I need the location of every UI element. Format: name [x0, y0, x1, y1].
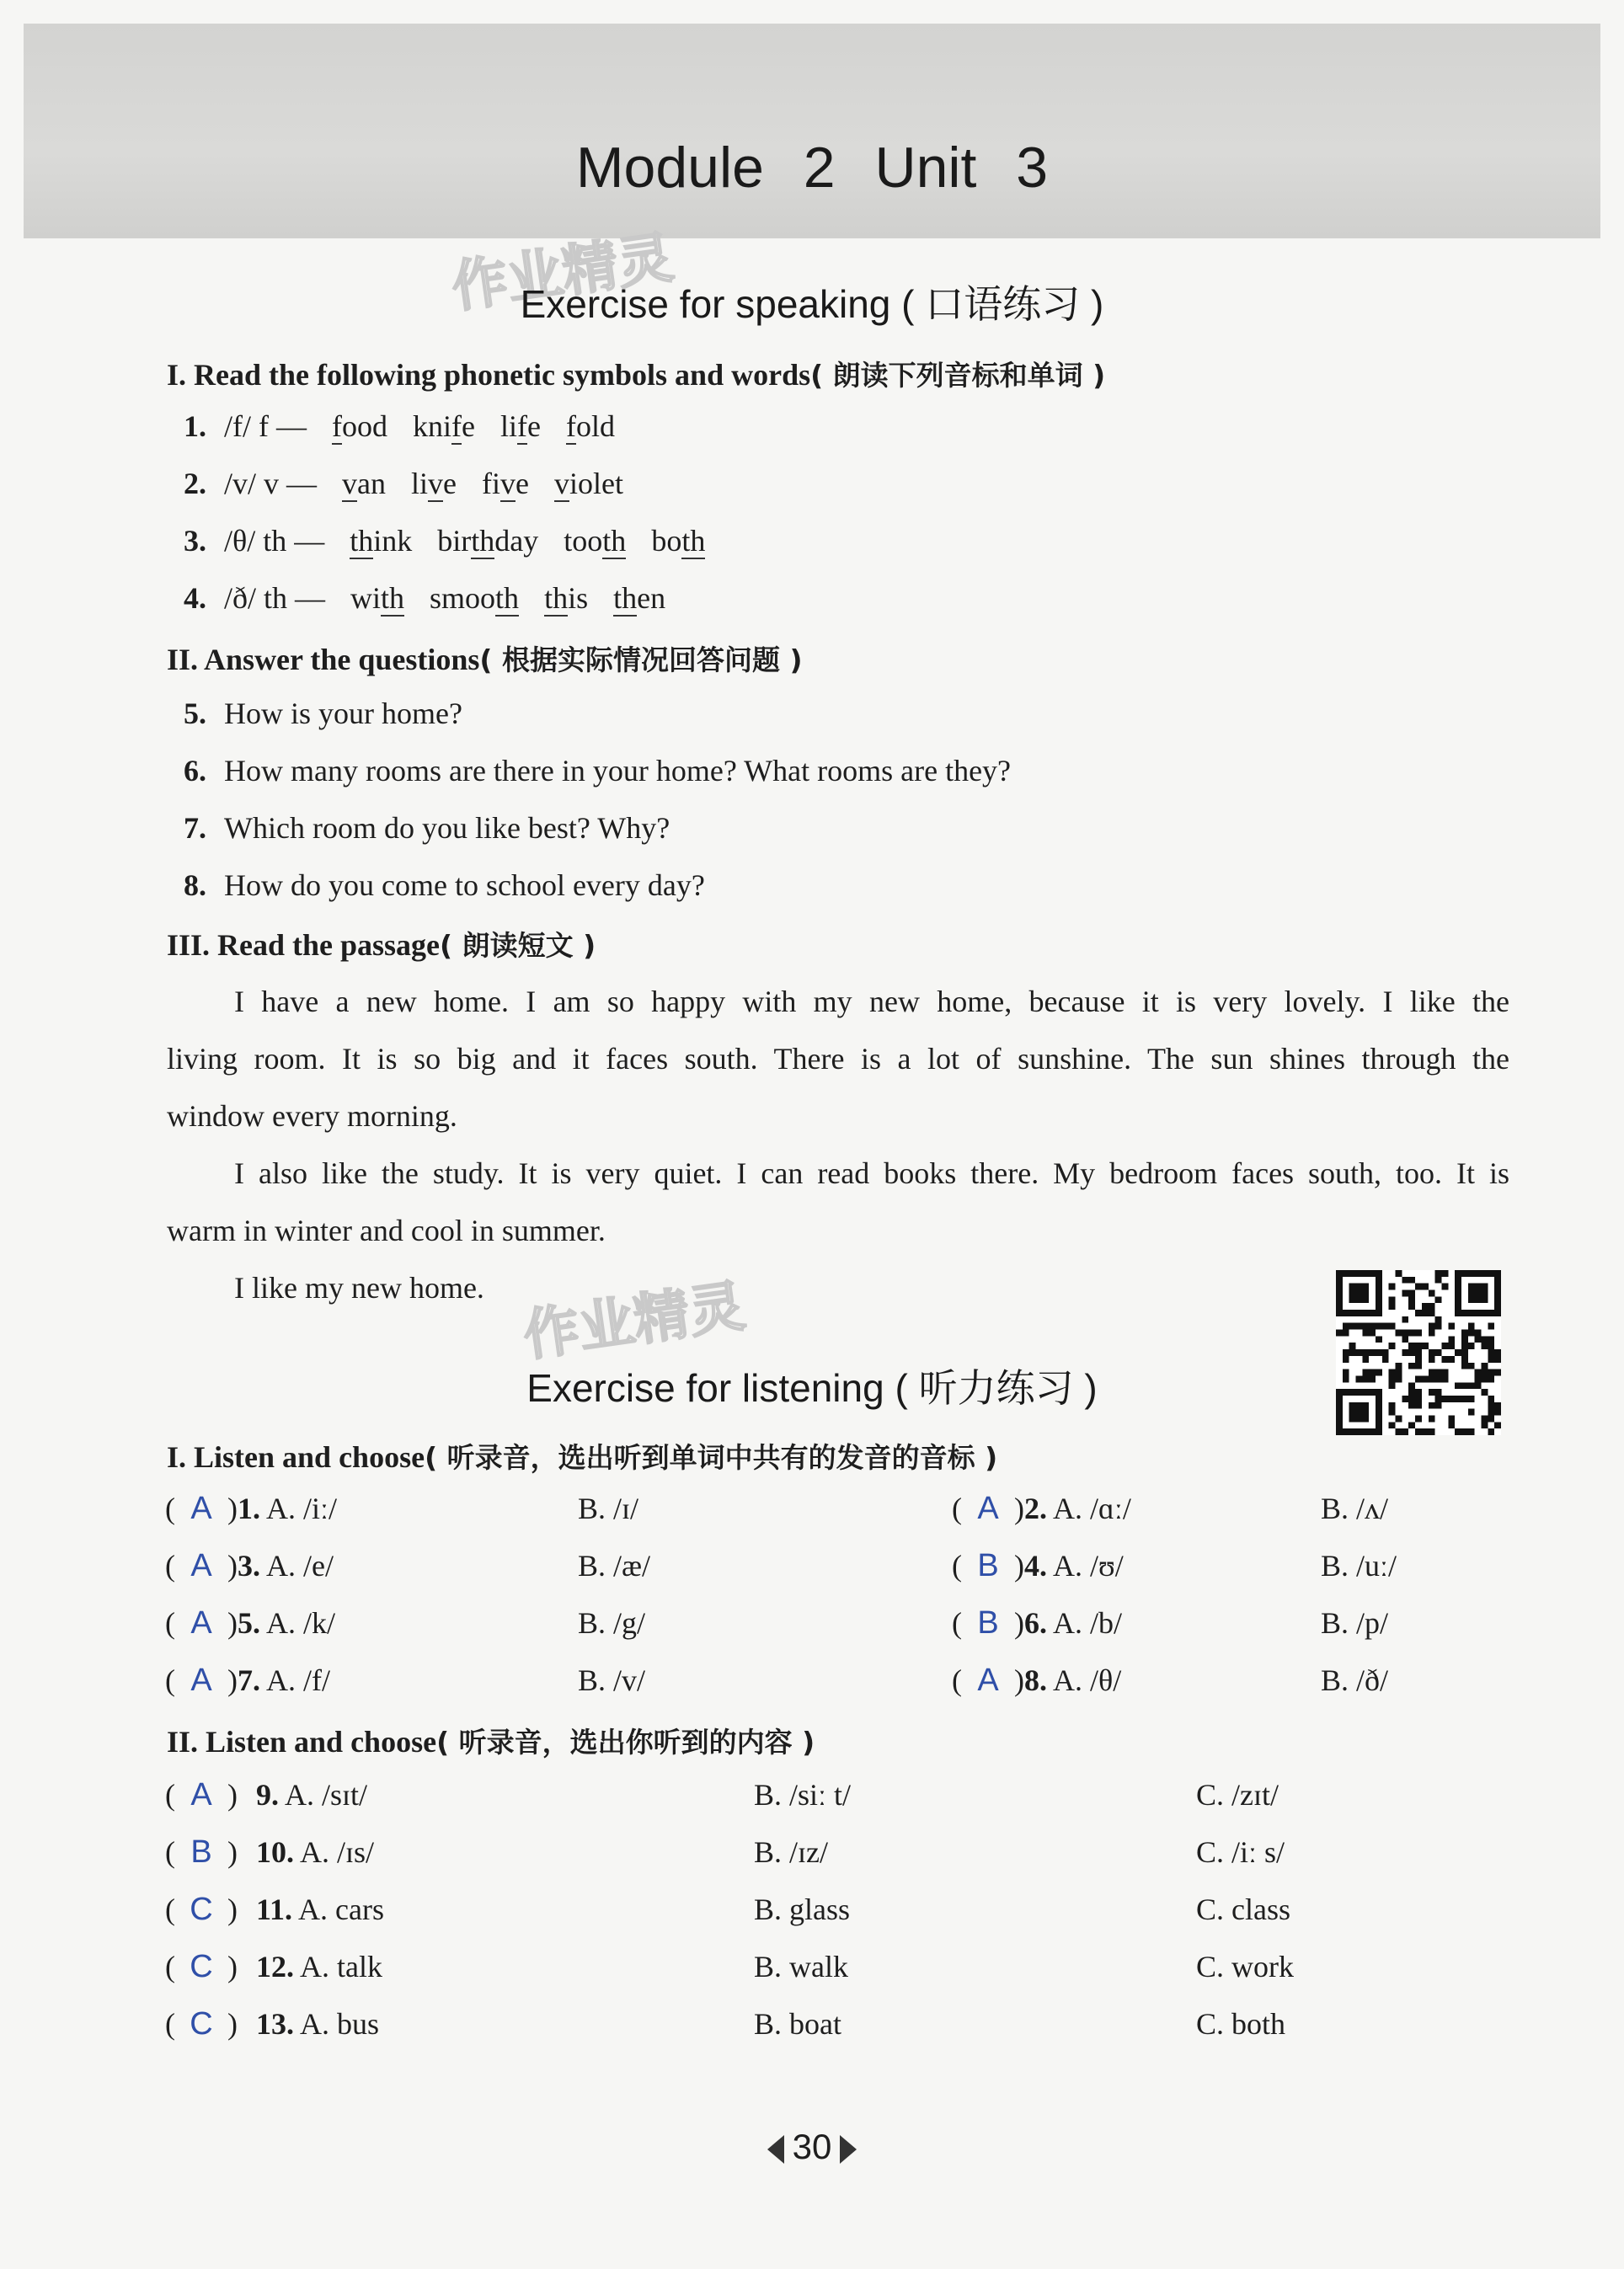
- qr-module: [1389, 1323, 1396, 1330]
- word-part: li: [499, 409, 517, 443]
- qr-module: [1402, 1428, 1408, 1435]
- qr-module: [1408, 1343, 1415, 1349]
- underlined-letters: th: [471, 524, 495, 558]
- section-heading: [167, 354, 1105, 393]
- qr-module: [1422, 1303, 1429, 1310]
- phonetic-word: [332, 408, 387, 444]
- qr-module: [1461, 1330, 1468, 1337]
- phonetic-word: [613, 580, 665, 616]
- phonetic-number: 4.: [184, 581, 206, 615]
- phonetic-word: [500, 408, 541, 444]
- answer-mark[interactable]: A: [190, 1491, 212, 1526]
- qr-module: [1356, 1349, 1363, 1356]
- question-item: [184, 696, 462, 731]
- qr-module: [1429, 1323, 1435, 1330]
- qr-module: [1382, 1323, 1389, 1330]
- option-b: B. boat: [754, 2007, 841, 2041]
- phonetic-word: [651, 523, 705, 558]
- qr-module: [1415, 1330, 1422, 1337]
- qr-module: [1362, 1349, 1369, 1356]
- qr-module: [1356, 1323, 1363, 1330]
- qr-module: [1448, 1323, 1455, 1330]
- option-a: A. /ɑː/: [1053, 1492, 1131, 1525]
- answer-mark[interactable]: A: [190, 1605, 212, 1641]
- word-part: e: [516, 467, 529, 500]
- section-heading-en: I. Read the following phonetic symbols and words: [167, 358, 811, 392]
- answer-mark[interactable]: A: [190, 1663, 212, 1698]
- answer-mark[interactable]: C: [190, 1949, 213, 1984]
- option-b: B. /ɪz/: [754, 1835, 828, 1869]
- qr-module: [1349, 1343, 1356, 1349]
- answer-mark[interactable]: C: [190, 2006, 213, 2042]
- underlined-letters: th: [544, 581, 569, 615]
- passage-line: warm in winter and cool in summer.: [167, 1214, 606, 1247]
- underlined-letters: v: [428, 467, 444, 500]
- underlined-letters: th: [350, 524, 374, 558]
- qr-module: [1441, 1270, 1448, 1277]
- answer-mark[interactable]: A: [190, 1548, 212, 1583]
- question-number: 11.: [256, 1893, 293, 1926]
- option-b: B. glass: [754, 1893, 851, 1926]
- answer-mark[interactable]: A: [977, 1663, 999, 1698]
- option-a: A. talk: [300, 1950, 382, 1983]
- word-part: ink: [373, 524, 413, 558]
- qr-module: [1415, 1284, 1422, 1290]
- phonetic-word: [566, 408, 615, 444]
- qr-module: [1481, 1415, 1488, 1422]
- listening-title: Exercise for listening ( 听力练习 ): [526, 1366, 1098, 1410]
- phonetic-symbol: /v/ v —: [224, 467, 318, 500]
- qr-module: [1415, 1428, 1422, 1435]
- qr-module: [1376, 1349, 1382, 1356]
- answer-item: ( B )6. A. /b/: [952, 1605, 1123, 1641]
- phonetic-word: [437, 523, 538, 558]
- qr-module: [1429, 1415, 1435, 1422]
- answer-mark[interactable]: B: [977, 1605, 999, 1641]
- option-c: C. both: [1196, 2007, 1286, 2041]
- answer-item: ( A )8. A. /θ/: [952, 1663, 1122, 1698]
- phonetic-row: [184, 408, 615, 444]
- phonetic-word: [482, 466, 529, 501]
- answer-item: ( A )5. A. /k/: [165, 1605, 336, 1641]
- word-part: old: [575, 409, 615, 443]
- option-c: C. /zɪt/: [1196, 1778, 1279, 1812]
- qr-module: [1343, 1349, 1349, 1356]
- qr-module: [1415, 1343, 1422, 1349]
- phonetic-symbol: /ð/ th —: [224, 581, 326, 615]
- qr-module: [1461, 1428, 1468, 1435]
- qr-module: [1408, 1349, 1415, 1356]
- qr-module: [1402, 1277, 1408, 1284]
- passage: [167, 973, 1509, 1316]
- question-number: 8.: [1024, 1663, 1047, 1697]
- section-heading: [167, 924, 596, 964]
- word-part: bo: [651, 524, 682, 558]
- phonetic-row: [184, 466, 623, 501]
- qr-module: [1429, 1290, 1435, 1297]
- option-a: A. /ɪs/: [300, 1835, 375, 1869]
- word-part: smoo: [430, 581, 496, 615]
- underlined-letters: th: [495, 581, 520, 615]
- word-part: kni: [412, 409, 451, 443]
- section-heading-cn: ( 朗读下列音标和单词 ): [810, 359, 1106, 392]
- qr-module: [1455, 1349, 1461, 1356]
- qr-module: [1402, 1336, 1408, 1343]
- question-number: 10.: [256, 1835, 294, 1869]
- watermark: 作业精灵: [447, 224, 677, 320]
- qr-module: [1349, 1349, 1356, 1356]
- qr-module: [1402, 1330, 1408, 1337]
- answer-item: ( A )2. A. /ɑː/: [952, 1491, 1131, 1526]
- page-number-text: 30: [792, 2127, 832, 2166]
- qr-module: [1429, 1330, 1435, 1337]
- option-b: B. /ð/: [1321, 1663, 1389, 1697]
- option-a: A. /sɪt/: [285, 1778, 368, 1812]
- passage-line: window every morning.: [167, 1099, 457, 1133]
- qr-module: [1389, 1296, 1396, 1303]
- qr-module: [1475, 1336, 1482, 1343]
- answer-item: ( A )1. A. /iː/: [165, 1491, 338, 1526]
- passage-line: I also like the study. It is very quiet. I can read books there. My bedroom faces south, too. It is: [234, 1156, 1509, 1190]
- qr-module: [1481, 1336, 1488, 1343]
- qr-module: [1396, 1415, 1402, 1422]
- qr-module: [1494, 1422, 1501, 1428]
- question-number: 7.: [184, 811, 206, 845]
- qr-module: [1435, 1296, 1442, 1303]
- question-text: How many rooms are there in your home? What rooms are they?: [224, 754, 1012, 787]
- option-a: A. /θ/: [1053, 1663, 1122, 1697]
- qr-module: [1362, 1330, 1369, 1337]
- question-number: 5.: [238, 1606, 260, 1640]
- section-heading: [167, 638, 803, 678]
- answer-item: ( C ) 12. A. talk: [165, 1949, 382, 1984]
- underlined-letters: v: [553, 467, 569, 500]
- question-text: How is your home?: [224, 697, 462, 730]
- word-part: en: [637, 581, 666, 615]
- qr-module: [1402, 1349, 1408, 1356]
- qr-module: [1396, 1428, 1402, 1435]
- question-number: 8.: [184, 868, 206, 902]
- qr-module: [1468, 1323, 1475, 1330]
- prev-page-icon[interactable]: [767, 2135, 784, 2164]
- option-a: A. /b/: [1053, 1606, 1123, 1640]
- qr-module: [1408, 1422, 1415, 1428]
- page-title: Module 2 Unit 3: [575, 136, 1049, 200]
- option-a: A. /e/: [266, 1549, 334, 1583]
- word-part: ood: [341, 409, 387, 443]
- question-item: [184, 810, 670, 846]
- qr-module: [1343, 1330, 1349, 1337]
- option-b: B. /v/: [578, 1663, 646, 1697]
- phonetic-word: [544, 580, 588, 616]
- qr-module: [1435, 1277, 1442, 1284]
- option-b: B. walk: [754, 1950, 848, 1983]
- question-number: 12.: [256, 1950, 294, 1983]
- passage-line: living room. It is so big and it faces south. There is a lot of sunshine. The sun shines through the: [167, 1042, 1509, 1076]
- phonetic-word: [350, 523, 412, 558]
- qr-module: [1336, 1330, 1343, 1337]
- qr-module: [1396, 1270, 1402, 1277]
- underlined-letters: v: [500, 467, 516, 500]
- section-heading: [167, 1436, 997, 1476]
- qr-module: [1429, 1428, 1435, 1435]
- watermark: 作业精灵: [519, 1273, 749, 1369]
- qr-module: [1488, 1415, 1494, 1422]
- answer-item: ( C ) 13. A. bus: [165, 2006, 380, 2042]
- qr-module: [1481, 1343, 1488, 1349]
- question-number: 6.: [1024, 1606, 1047, 1640]
- qr-module: [1343, 1323, 1349, 1330]
- qr-module: [1362, 1323, 1369, 1330]
- answer-mark[interactable]: B: [977, 1548, 999, 1583]
- word-part: wi: [350, 581, 382, 615]
- phonetic-symbol: /θ/ th —: [224, 524, 325, 558]
- word-part: day: [494, 524, 539, 558]
- qr-module: [1435, 1270, 1442, 1277]
- question-item: [184, 753, 1011, 788]
- underlined-letters: th: [681, 524, 706, 558]
- section-heading: [167, 1721, 815, 1760]
- qr-module: [1475, 1330, 1482, 1337]
- qr-module: [1488, 1323, 1494, 1330]
- qr-module: [1408, 1277, 1415, 1284]
- answer-item: ( B )4. A. /ʊ/: [952, 1548, 1124, 1583]
- underlined-letters: f: [517, 409, 527, 443]
- question-number: 9.: [256, 1778, 279, 1812]
- question-number: 5.: [184, 697, 206, 730]
- option-b: B. /æ/: [578, 1549, 651, 1583]
- word-part: is: [568, 581, 589, 615]
- qr-module: [1461, 1343, 1468, 1349]
- qr-module: [1488, 1349, 1494, 1356]
- phonetic-number: 1.: [184, 409, 206, 443]
- word-part: e: [527, 409, 541, 443]
- word-part: bir: [437, 524, 472, 558]
- question-number: 6.: [184, 754, 206, 787]
- question-number: 13.: [256, 2007, 294, 2041]
- option-a: A. /ʊ/: [1053, 1549, 1124, 1583]
- qr-module: [1448, 1415, 1455, 1422]
- option-a: A. /iː/: [266, 1492, 338, 1525]
- section-heading-cn: ( 朗读短文 ): [440, 929, 596, 962]
- phonetic-number: 2.: [184, 467, 206, 500]
- option-b: B. /siː t/: [754, 1778, 852, 1812]
- page-number: [0, 2127, 1624, 2167]
- qr-module: [1435, 1349, 1442, 1356]
- answer-item: ( A ) 9. A. /sɪt/: [165, 1777, 368, 1813]
- qr-module: [1382, 1349, 1389, 1356]
- phonetic-word: [564, 523, 626, 558]
- section-heading-cn: ( 听录音，选出你听到的内容 ): [436, 1726, 815, 1759]
- underlined-letters: f: [565, 409, 576, 443]
- option-a: A. /k/: [266, 1606, 336, 1640]
- qr-module: [1349, 1323, 1356, 1330]
- question-number: 7.: [238, 1663, 260, 1697]
- qr-module: [1389, 1303, 1396, 1310]
- qr-module: [1408, 1290, 1415, 1297]
- phonetic-word: [430, 580, 519, 616]
- qr-module: [1389, 1343, 1396, 1349]
- speaking-title: Exercise for speaking ( 口语练习 ): [520, 282, 1104, 326]
- underlined-letters: f: [331, 409, 342, 443]
- answer-mark[interactable]: C: [190, 1892, 213, 1927]
- word-part: an: [357, 467, 386, 500]
- answer-item: ( B ) 10. A. /ɪs/: [165, 1834, 375, 1870]
- qr-module: [1415, 1415, 1422, 1422]
- phonetic-word: [350, 580, 404, 616]
- qr-module: [1408, 1296, 1415, 1303]
- qr-module: [1448, 1343, 1455, 1349]
- section-heading-en: II. Listen and choose: [167, 1725, 437, 1759]
- qr-module: [1422, 1428, 1429, 1435]
- section-heading-en: I. Listen and choose: [167, 1440, 425, 1474]
- qr-module: [1389, 1284, 1396, 1290]
- qr-finder-core: [1468, 1284, 1488, 1304]
- underlined-letters: f: [451, 409, 462, 443]
- word-part: e: [443, 467, 457, 500]
- option-c: C. work: [1196, 1950, 1294, 1983]
- option-b: B. /uː/: [1321, 1549, 1397, 1583]
- qr-module: [1441, 1284, 1448, 1290]
- answer-item: ( C ) 11. A. cars: [165, 1892, 384, 1927]
- qr-module: [1461, 1336, 1468, 1343]
- question-item: [184, 868, 705, 903]
- qr-module: [1435, 1323, 1442, 1330]
- header-band: [24, 24, 1600, 238]
- qr-module: [1402, 1290, 1408, 1297]
- option-b: B. /p/: [1321, 1606, 1389, 1640]
- phonetic-word: [342, 466, 386, 501]
- qr-module: [1481, 1422, 1488, 1428]
- option-a: A. bus: [300, 2007, 380, 2041]
- qr-module: [1429, 1349, 1435, 1356]
- question-number: 1.: [238, 1492, 260, 1525]
- phonetic-row: [184, 523, 705, 558]
- question-number: 2.: [1024, 1492, 1047, 1525]
- word-part: fi: [482, 467, 500, 500]
- qr-module: [1455, 1428, 1461, 1435]
- section-heading-en: II. Answer the questions: [167, 643, 480, 676]
- passage-line: I like my new home.: [234, 1271, 484, 1305]
- word-part: too: [564, 524, 603, 558]
- qr-module: [1494, 1349, 1501, 1356]
- qr-module: [1415, 1310, 1422, 1316]
- question-number: 4.: [1024, 1549, 1047, 1583]
- option-c: C. class: [1196, 1893, 1290, 1926]
- qr-module: [1488, 1343, 1494, 1349]
- underlined-letters: th: [613, 581, 638, 615]
- phonetic-symbol: /f/ f —: [224, 409, 307, 443]
- qr-module: [1468, 1428, 1475, 1435]
- qr-module: [1468, 1343, 1475, 1349]
- qr-module: [1396, 1330, 1402, 1337]
- qr-module: [1369, 1330, 1376, 1337]
- qr-module: [1429, 1310, 1435, 1316]
- qr-module: [1422, 1310, 1429, 1316]
- qr-module: [1422, 1343, 1429, 1349]
- answer-mark[interactable]: A: [977, 1491, 999, 1526]
- qr-module: [1408, 1330, 1415, 1337]
- qr-finder-core: [1349, 1284, 1370, 1304]
- word-part: iolet: [569, 467, 623, 500]
- qr-module: [1429, 1303, 1435, 1310]
- answer-mark[interactable]: A: [190, 1777, 212, 1813]
- question-text: How do you come to school every day?: [224, 868, 705, 902]
- qr-module: [1488, 1336, 1494, 1343]
- qr-module: [1376, 1336, 1382, 1343]
- qr-module: [1376, 1323, 1382, 1330]
- section-heading-cn: ( 根据实际情况回答问题 ): [479, 643, 803, 676]
- option-c: C. /iː s/: [1196, 1835, 1285, 1869]
- qr-module: [1422, 1284, 1429, 1290]
- option-b: B. /ɪ/: [578, 1492, 639, 1525]
- answer-mark[interactable]: B: [190, 1834, 212, 1870]
- section-heading-en: III. Read the passage: [167, 928, 441, 962]
- phonetic-row: [184, 580, 665, 616]
- option-b: B. /g/: [578, 1606, 646, 1640]
- qr-module: [1369, 1323, 1376, 1330]
- question-text: Which room do you like best? Why?: [224, 811, 670, 845]
- qr-module: [1369, 1349, 1376, 1356]
- answer-item: ( A )7. A. /f/: [165, 1663, 331, 1698]
- phonetic-word: [413, 408, 475, 444]
- option-a: A. cars: [298, 1893, 384, 1926]
- option-a: A. /f/: [266, 1663, 331, 1697]
- next-page-icon[interactable]: [840, 2135, 857, 2164]
- qr-module: [1448, 1422, 1455, 1428]
- qr-module: [1415, 1349, 1422, 1356]
- qr-module: [1435, 1316, 1442, 1323]
- qr-module: [1488, 1428, 1494, 1435]
- underlined-letters: v: [342, 467, 358, 500]
- qr-module: [1408, 1303, 1415, 1310]
- word-part: e: [462, 409, 475, 443]
- question-number: 3.: [238, 1549, 260, 1583]
- qr-module: [1402, 1316, 1408, 1323]
- option-b: B. /ʌ/: [1321, 1492, 1389, 1525]
- phonetic-word: [554, 466, 623, 501]
- qr-module: [1441, 1343, 1448, 1349]
- answer-item: ( A )3. A. /e/: [165, 1548, 334, 1583]
- passage-line: I have a new home. I am so happy with my new home, because it is very lovely. I like the: [234, 985, 1509, 1018]
- qr-module: [1448, 1336, 1455, 1343]
- underlined-letters: th: [602, 524, 627, 558]
- qr-module: [1461, 1349, 1468, 1356]
- underlined-letters: th: [381, 581, 405, 615]
- phonetic-number: 3.: [184, 524, 206, 558]
- word-part: li: [411, 467, 429, 500]
- qr-module: [1468, 1330, 1475, 1337]
- phonetic-word: [411, 466, 457, 501]
- qr-module: [1389, 1422, 1396, 1428]
- section-heading-cn: ( 听录音，选出听到单词中共有的发音的音标 ): [425, 1441, 998, 1474]
